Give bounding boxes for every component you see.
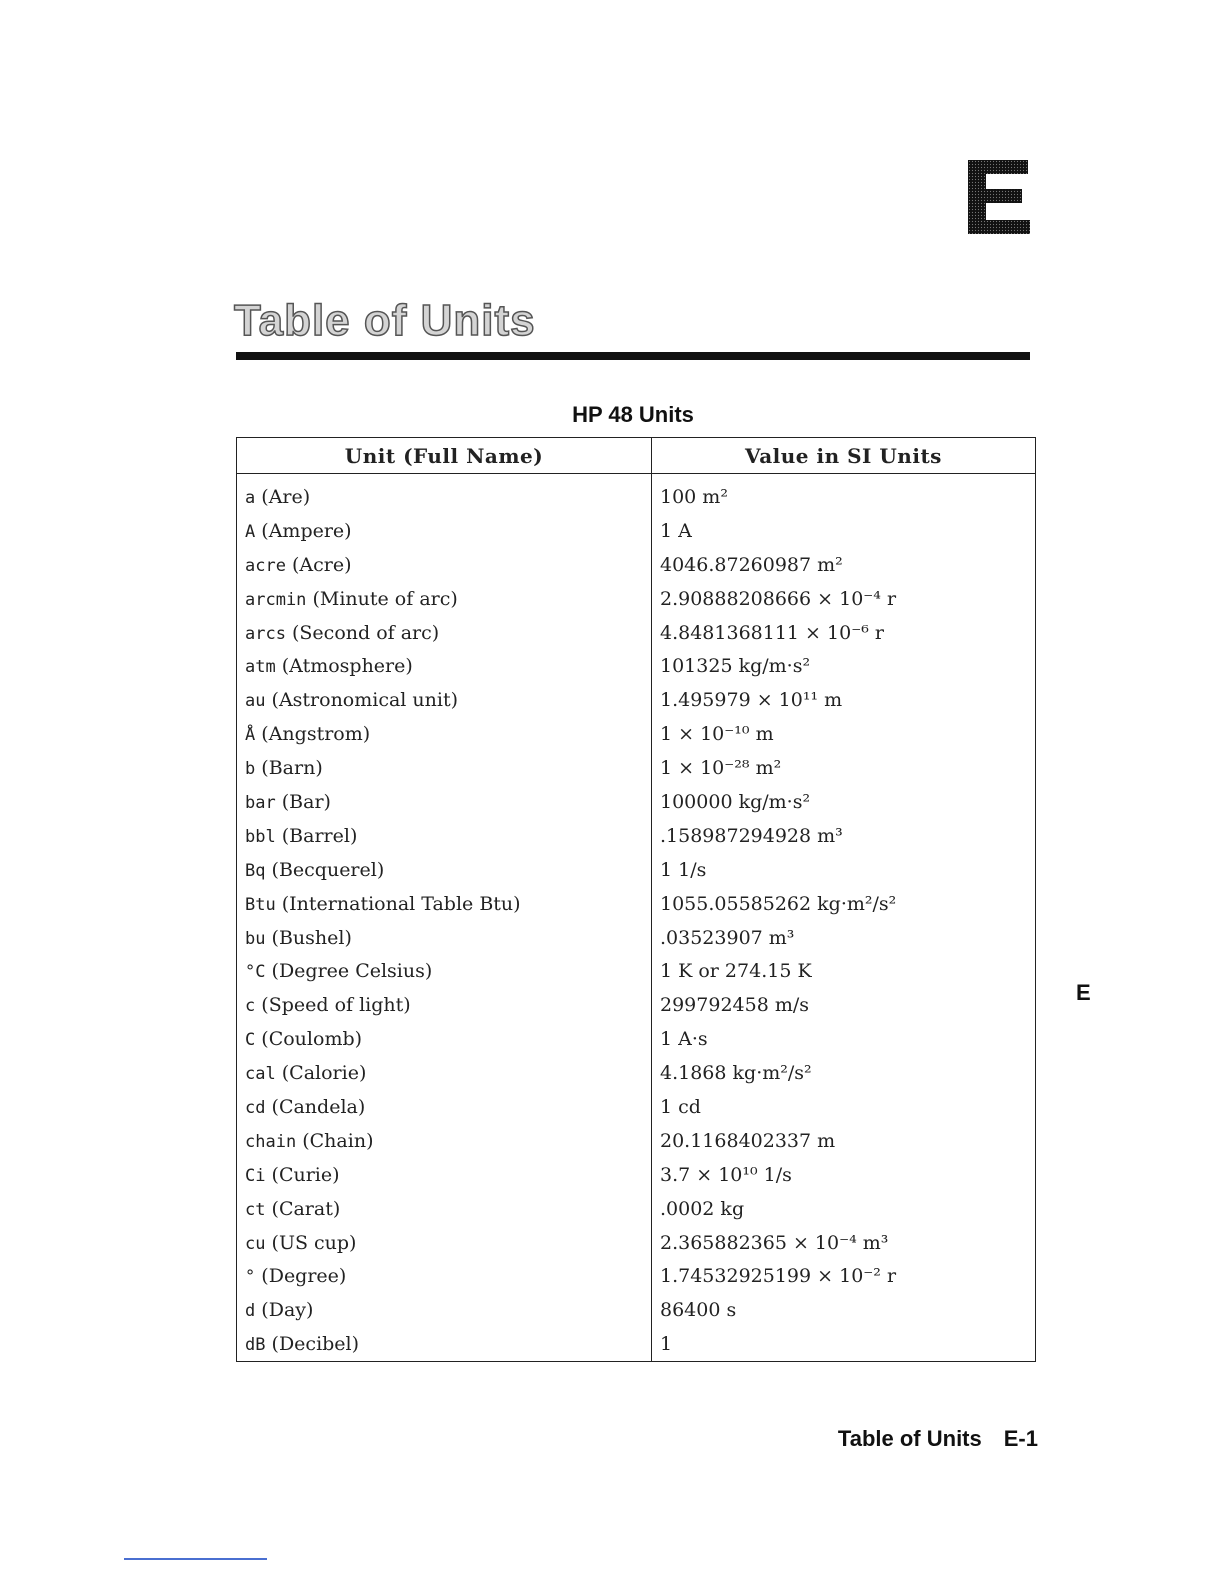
unit-code: arcmin <box>245 589 307 610</box>
unit-full-name: (Atmosphere) <box>281 655 413 678</box>
unit-full-name: (Calorie) <box>281 1062 367 1085</box>
unit-code: Å <box>245 725 256 746</box>
si-value-cell: 4.1868 kg·m²/s² <box>652 1056 1036 1090</box>
unit-full-name: (Decibel) <box>271 1333 360 1356</box>
unit-cell <box>237 954 652 988</box>
unit-code: Ci <box>245 1165 266 1186</box>
unit-full-name: (Day) <box>261 1299 314 1322</box>
unit-code: d <box>245 1301 256 1322</box>
unit-cell <box>237 921 652 955</box>
table-row <box>237 1056 1036 1090</box>
unit-cell <box>237 819 652 853</box>
unit-code: bar <box>245 792 276 813</box>
unit-code: ° <box>245 1267 256 1288</box>
si-value-cell: 100000 kg/m·s² <box>652 785 1036 819</box>
unit-full-name: (Degree) <box>261 1265 347 1288</box>
table-row <box>237 751 1036 785</box>
header-si-value: Value in SI Units <box>652 438 1036 474</box>
si-value-cell: 1 K or 274.15 K <box>652 954 1036 988</box>
si-value-cell: 1 cd <box>652 1090 1036 1124</box>
si-value-cell: .158987294928 m³ <box>652 819 1036 853</box>
unit-code: au <box>245 691 266 712</box>
page-footer <box>838 1426 1038 1452</box>
table-row <box>237 1327 1036 1361</box>
si-value-cell: 1055.05585262 kg·m²/s² <box>652 887 1036 921</box>
si-value-cell: 4046.87260987 m² <box>652 548 1036 582</box>
header-unit: Unit (Full Name) <box>237 438 652 474</box>
unit-cell <box>237 616 652 650</box>
unit-code: dB <box>245 1335 266 1356</box>
table-caption: HP 48 Units <box>572 402 694 427</box>
unit-code: Btu <box>245 894 276 915</box>
unit-cell <box>237 474 652 514</box>
unit-full-name: (Candela) <box>271 1095 366 1118</box>
si-value-cell: .0002 kg <box>652 1192 1036 1226</box>
unit-code: bu <box>245 928 266 949</box>
si-value-cell: 3.7 × 10¹⁰ 1/s <box>652 1158 1036 1192</box>
table-row <box>237 514 1036 548</box>
unit-code: C <box>245 1030 256 1051</box>
unit-cell <box>237 1090 652 1124</box>
chapter-letter-e <box>968 160 1030 234</box>
si-value-cell: 299792458 m/s <box>652 988 1036 1022</box>
unit-cell <box>237 1226 652 1260</box>
unit-cell <box>237 514 652 548</box>
si-value-cell: 100 m² <box>652 474 1036 514</box>
scan-edge-line <box>124 1558 267 1560</box>
unit-code: °C <box>245 962 266 983</box>
side-tab-letter: E <box>1076 980 1091 1005</box>
unit-code: bbl <box>245 826 276 847</box>
table-row <box>237 1022 1036 1056</box>
si-value-cell: .03523907 m³ <box>652 921 1036 955</box>
unit-full-name: (International Table Btu) <box>281 892 521 915</box>
si-value-cell: 1 A·s <box>652 1022 1036 1056</box>
table-row <box>237 1192 1036 1226</box>
table-row <box>237 954 1036 988</box>
unit-cell <box>237 887 652 921</box>
si-value-cell: 1.74532925199 × 10⁻² r <box>652 1259 1036 1293</box>
unit-full-name: (Barn) <box>261 757 323 780</box>
unit-cell <box>237 1293 652 1327</box>
unit-cell <box>237 988 652 1022</box>
table-row <box>237 582 1036 616</box>
title-rule <box>236 352 1030 360</box>
table-row <box>237 1090 1036 1124</box>
units-table <box>236 437 1036 1362</box>
unit-code: A <box>245 521 256 542</box>
table-row <box>237 717 1036 751</box>
unit-full-name: (Bar) <box>281 790 331 813</box>
table-row <box>237 683 1036 717</box>
unit-full-name: (Curie) <box>271 1163 340 1186</box>
table-row <box>237 1293 1036 1327</box>
unit-code: chain <box>245 1131 297 1152</box>
unit-full-name: (Acre) <box>292 553 352 576</box>
table-header-row <box>237 438 1036 474</box>
si-value-cell: 1 × 10⁻²⁸ m² <box>652 751 1036 785</box>
unit-full-name: (Ampere) <box>261 519 352 542</box>
unit-full-name: (Carat) <box>271 1197 341 1220</box>
table-row <box>237 853 1036 887</box>
table-row <box>237 921 1036 955</box>
unit-cell <box>237 582 652 616</box>
unit-code: atm <box>245 657 276 678</box>
unit-full-name: (Becquerel) <box>271 858 385 881</box>
si-value-cell: 20.1168402337 m <box>652 1124 1036 1158</box>
unit-full-name: (Astronomical unit) <box>271 689 459 712</box>
unit-code: cal <box>245 1064 276 1085</box>
si-value-cell: 1 A <box>652 514 1036 548</box>
si-value-cell: 1 <box>652 1327 1036 1361</box>
unit-cell <box>237 1056 652 1090</box>
unit-code: c <box>245 996 256 1017</box>
unit-full-name: (Are) <box>261 485 311 508</box>
unit-cell <box>237 649 652 683</box>
table-row <box>237 1226 1036 1260</box>
table-row <box>237 1259 1036 1293</box>
unit-cell <box>237 751 652 785</box>
si-value-cell: 1 × 10⁻¹⁰ m <box>652 717 1036 751</box>
unit-code: acre <box>245 555 286 576</box>
unit-code: arcs <box>245 623 286 644</box>
table-body <box>237 474 1036 1362</box>
table-row <box>237 785 1036 819</box>
unit-code: ct <box>245 1199 266 1220</box>
unit-full-name: (Chain) <box>302 1129 374 1152</box>
unit-full-name: (Minute of arc) <box>312 587 458 610</box>
unit-cell <box>237 1124 652 1158</box>
unit-full-name: (US cup) <box>271 1231 357 1254</box>
unit-code: b <box>245 759 256 780</box>
table-row <box>237 1158 1036 1192</box>
unit-cell <box>237 548 652 582</box>
si-value-cell: 2.90888208666 × 10⁻⁴ r <box>652 582 1036 616</box>
unit-cell <box>237 785 652 819</box>
unit-full-name: (Degree Celsius) <box>271 960 433 983</box>
unit-cell <box>237 1022 652 1056</box>
unit-full-name: (Second of arc) <box>292 621 440 644</box>
unit-cell <box>237 1192 652 1226</box>
unit-cell <box>237 1327 652 1361</box>
unit-full-name: (Barrel) <box>281 824 358 847</box>
unit-cell <box>237 717 652 751</box>
si-value-cell: 2.365882365 × 10⁻⁴ m³ <box>652 1226 1036 1260</box>
unit-code: a <box>245 487 256 508</box>
unit-cell <box>237 1158 652 1192</box>
page-title: Table of Units <box>234 296 536 345</box>
unit-cell <box>237 683 652 717</box>
si-value-cell: 1 1/s <box>652 853 1036 887</box>
table-row <box>237 819 1036 853</box>
si-value-cell: 101325 kg/m·s² <box>652 649 1036 683</box>
table-row <box>237 616 1036 650</box>
unit-cell <box>237 1259 652 1293</box>
unit-full-name: (Bushel) <box>271 926 352 949</box>
table-row <box>237 1124 1036 1158</box>
si-value-cell: 4.8481368111 × 10⁻⁶ r <box>652 616 1036 650</box>
si-value-cell: 1.495979 × 10¹¹ m <box>652 683 1036 717</box>
unit-full-name: (Angstrom) <box>261 723 371 746</box>
table-row <box>237 988 1036 1022</box>
unit-full-name: (Speed of light) <box>261 994 411 1017</box>
table-row <box>237 649 1036 683</box>
table-row <box>237 887 1036 921</box>
table-row <box>237 474 1036 514</box>
footer-title: Table of Units <box>837 1426 982 1451</box>
unit-code: Bq <box>245 860 266 881</box>
unit-full-name: (Coulomb) <box>261 1028 363 1051</box>
unit-code: cu <box>245 1233 266 1254</box>
unit-cell <box>237 853 652 887</box>
page-number: E-1 <box>1003 1426 1038 1451</box>
table-row <box>237 548 1036 582</box>
si-value-cell: 86400 s <box>652 1293 1036 1327</box>
unit-code: cd <box>245 1097 266 1118</box>
